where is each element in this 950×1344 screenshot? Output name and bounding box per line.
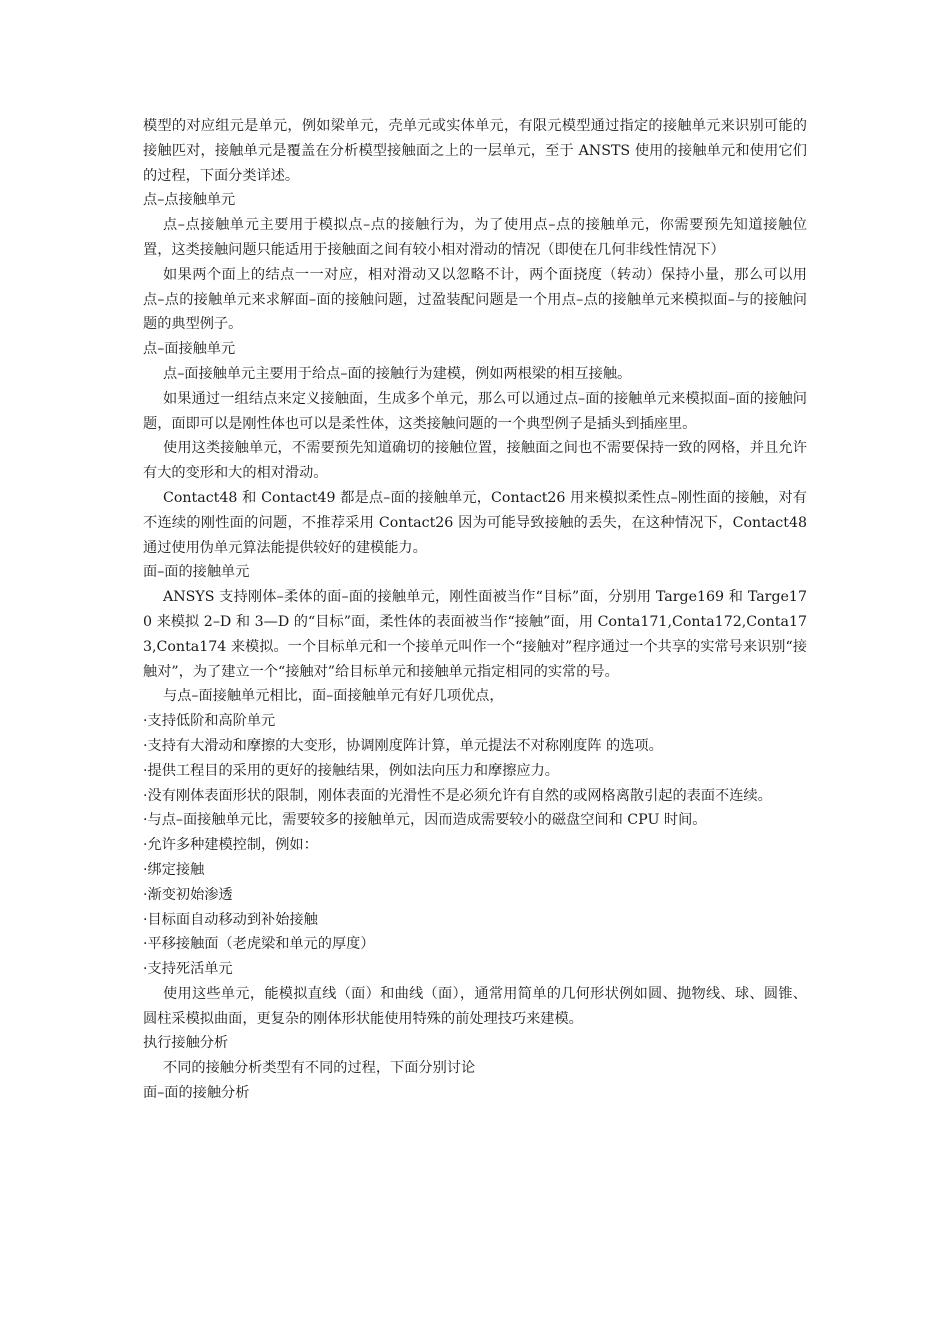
paragraph-intro: 模型的对应组元是单元，例如梁单元，壳单元或实体单元，有限元模型通过指定的接触单元来识别可能的接触匹对，接触单元是覆盖在分析模型接触面之上的一层单元，至于 ANSTS 使用的接触单元和使用它们的过程，下面分类详述。 <box>143 118 807 184</box>
paragraph: 如果通过一组结点来定义接触面，生成多个单元，那么可以通过点–面的接触单元来模拟面–面的接触问题，面即可以是刚性体也可以是柔性体，这类接触问题的一个典型例子是插头到插座里。 <box>143 390 807 432</box>
heading-surface-to-surface: 面–面的接触单元 <box>143 564 250 581</box>
heading-perform-contact-analysis: 执行接触分析 <box>143 1035 229 1052</box>
heading-point-to-point: 点–点接触单元 <box>143 192 236 209</box>
heading-point-to-surface: 点–面接触单元 <box>143 341 236 358</box>
list-item: ·与点–面接触单元比，需要较多的接触单元，因而造成需要较小的磁盘空间和 CPU 时间。 <box>143 812 707 829</box>
paragraph: 不同的接触分析类型有不同的过程，下面分别讨论 <box>163 1060 476 1077</box>
paragraph: ANSYS 支持刚体–柔体的面–面的接触单元，刚性面被当作“目标”面，分别用 Targe169 和 Targe170 来模拟 2–D 和 3—D 的“目标”面，柔性体的表面被当作“接触”面，用 Conta171,Conta172,Conta173,Conta174 来模拟。一个目标单元和一个接单元叫作一个“接触对”程序通过一个共享的实常号来识别“接触对”，为了建立一个“接触对”给目标单元和接触单元指定相同的实常的号。 <box>143 589 807 680</box>
paragraph: 如果两个面上的结点一一对应，相对滑动又以忽略不计，两个面挠度（转动）保持小量，那么可以用点–点的接触单元来求解面–面的接触问题，过盈装配问题是一个用点–点的接触单元来模拟面–与的接触问题的典型例子。 <box>143 266 807 333</box>
list-item: ·没有刚体表面形状的限制，刚体表面的光滑性不是必须允许有自然的或网格离散引起的表面不连续。 <box>143 787 772 804</box>
list-item: ·目标面自动移动到补始接触 <box>143 911 318 928</box>
paragraph: 使用这类接触单元，不需要预先知道确切的接触位置，接触面之间也不需要保持一致的网格，并且允许有大的变形和大的相对滑动。 <box>143 440 807 482</box>
list-item: ·支持有大滑动和摩擦的大变形，协调刚度阵计算，单元提法不对称刚度阵 的选项。 <box>143 737 663 754</box>
list-item: ·绑定接触 <box>143 861 205 878</box>
list-item: ·平移接触面（老虎梁和单元的厚度） <box>143 936 375 953</box>
paragraph: 点–点接触单元主要用于模拟点–点的接触行为，为了使用点–点的接触单元，你需要预先知道接触位置，这类接触问题只能适用于接触面之间有较小相对滑动的情况（即使在几何非线性情况下） <box>143 217 807 258</box>
heading-surface-to-surface-analysis: 面–面的接触分析 <box>143 1085 250 1102</box>
paragraph: 使用这些单元，能模拟直线（面）和曲线（面），通常用简单的几何形状例如圆、抛物线、球、圆锥、圆柱采模拟曲面，更复杂的刚体形状能使用特殊的前处理技巧来建模。 <box>143 985 807 1027</box>
list-item: ·支持低阶和高阶单元 <box>143 713 276 730</box>
list-item: ·允许多种建模控制，例如： <box>143 837 318 854</box>
list-item: ·渐变初始渗透 <box>143 886 233 903</box>
document-body <box>143 114 807 1106</box>
paragraph: 与点–面接触单元相比，面–面接触单元有好几项优点， <box>163 688 504 705</box>
list-item: ·支持死活单元 <box>143 961 233 978</box>
paragraph: Contact48 和 Contact49 都是点–面的接触单元，Contact26 用来模拟柔性点–刚性面的接触，对有不连续的刚性面的问题，不推荐采用 Contact26 因为可能导致接触的丢失，在这种情况下，Contact48 通过使用伪单元算法能提供较好的建模能力。 <box>143 489 807 556</box>
paragraph: 点–面接触单元主要用于给点–面的接触行为建模，例如两根梁的相互接触。 <box>163 365 632 382</box>
list-item: ·提供工程目的采用的更好的接触结果，例如法向压力和摩擦应力。 <box>143 762 559 779</box>
